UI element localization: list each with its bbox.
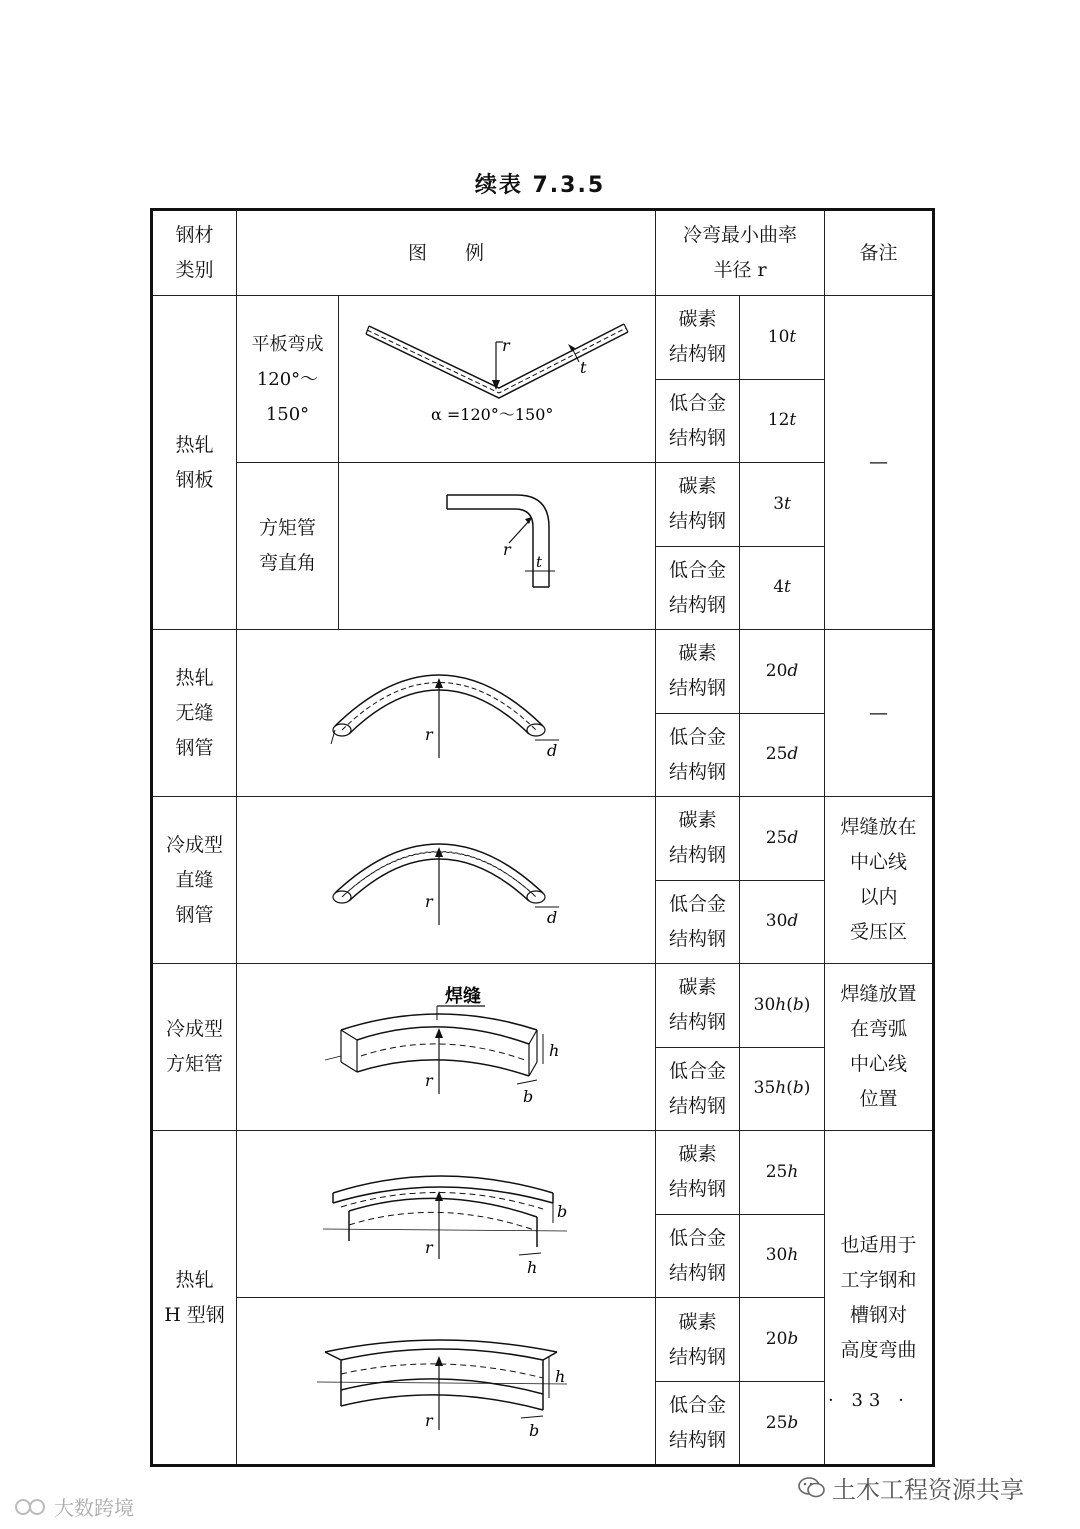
radius-paren: (	[786, 994, 793, 1015]
note-line: 工字钢和	[840, 1268, 917, 1291]
radius-var: b	[792, 1078, 804, 1099]
radius-coef: 25	[765, 1412, 788, 1433]
material-line: 低合金	[669, 1226, 727, 1249]
header-figure: 图 例	[237, 210, 656, 296]
radius-value	[740, 964, 825, 1048]
right-angle-bend-diagram	[339, 463, 655, 617]
material-line: 碳素	[678, 809, 717, 832]
angle-label: α =120°～150°	[431, 405, 554, 424]
flat-plate-bend-diagram	[339, 296, 655, 450]
height-label: h	[527, 1258, 538, 1277]
bending-radius-table	[150, 208, 935, 1467]
material-low-alloy	[656, 713, 740, 797]
radius-label: r	[425, 1411, 433, 1430]
material-line: 结构钢	[669, 426, 727, 449]
material-line: 碳素	[678, 475, 717, 498]
figure-h-beam-weak	[237, 1298, 656, 1466]
sublabel-line: 平板弯成	[251, 333, 324, 355]
radius-var: d	[787, 911, 799, 932]
radius-var: b	[787, 1412, 799, 1433]
figure-seamless-pipe	[237, 630, 656, 797]
note-h-beam	[825, 1131, 934, 1466]
category-line: 冷成型	[165, 1018, 223, 1040]
category-line: 热轧	[175, 1268, 214, 1291]
note-line: 焊缝放在	[840, 816, 917, 838]
material-line: 碳素	[678, 642, 717, 665]
radius-coef: 30	[753, 994, 776, 1015]
radius-var: t	[789, 326, 797, 347]
sublabel-flat-bend	[237, 296, 339, 463]
radius-label: r	[503, 540, 511, 559]
radius-label: r	[425, 725, 433, 744]
material-carbon	[656, 463, 740, 547]
table-row	[152, 1131, 934, 1215]
note-line: 在弯弧	[850, 1018, 908, 1040]
radius-coef: 25	[765, 827, 788, 848]
welded-pipe-diagram	[237, 797, 655, 951]
category-line: 钢板	[175, 468, 214, 491]
header-category-line2: 类别	[175, 259, 214, 281]
note-seamless-pipe: —	[825, 630, 934, 797]
material-line: 碳素	[678, 1143, 717, 1166]
header-row	[152, 210, 934, 296]
table-row	[152, 463, 934, 547]
material-line: 低合金	[669, 1059, 727, 1082]
category-line: 直缝	[175, 868, 214, 891]
category-line: 钢管	[175, 736, 214, 759]
seamless-pipe-diagram	[237, 630, 655, 784]
radius-value	[740, 463, 825, 547]
radius-var: t	[784, 493, 791, 514]
watermark-right	[798, 1470, 1024, 1506]
radius-coef: 4	[773, 577, 785, 598]
radius-value	[740, 1298, 825, 1382]
material-line: 低合金	[669, 1394, 727, 1416]
brand-logo-icon	[14, 1496, 48, 1523]
material-line: 结构钢	[669, 1011, 727, 1034]
material-line: 结构钢	[669, 593, 727, 616]
material-line: 结构钢	[669, 1261, 727, 1284]
table-title: 续表 7.3.5	[474, 173, 606, 198]
radius-paren: )	[803, 994, 811, 1015]
material-carbon	[656, 797, 740, 881]
category-line: 热轧	[175, 666, 214, 689]
diameter-label: d	[547, 908, 558, 927]
radius-value	[740, 713, 825, 797]
radius-coef: 20	[765, 1329, 788, 1349]
figure-right-angle-bend	[339, 463, 656, 630]
height-label: h	[549, 1041, 560, 1060]
figure-flat-plate-bend	[339, 296, 656, 463]
material-line: 碳素	[678, 1310, 717, 1333]
sublabel-line: 弯直角	[258, 552, 316, 574]
category-seamless-pipe	[152, 630, 237, 797]
material-line: 碳素	[678, 976, 717, 999]
radius-coef: 3	[773, 493, 785, 514]
sublabel-square-tube-bend	[237, 463, 339, 630]
material-line: 结构钢	[669, 1429, 727, 1451]
category-line: H 型钢	[164, 1303, 225, 1326]
width-label: b	[529, 1421, 540, 1440]
watermark-left-text: 大数跨境	[54, 1496, 134, 1520]
material-line: 结构钢	[669, 510, 727, 533]
weld-label: 焊缝	[445, 986, 481, 1007]
radius-coef: 30	[765, 911, 788, 932]
material-low-alloy	[656, 379, 740, 463]
material-line: 结构钢	[669, 927, 727, 950]
thickness-label: t	[580, 358, 587, 377]
radius-var: h	[787, 1245, 799, 1266]
material-carbon	[656, 1298, 740, 1382]
radius-value	[740, 379, 825, 463]
note-square-tube	[825, 964, 934, 1131]
material-line: 结构钢	[669, 343, 727, 366]
radius-label: r	[425, 1071, 433, 1090]
radius-var: t	[784, 577, 791, 598]
note-line: 中心线	[850, 1053, 908, 1075]
note-line: 以内	[859, 886, 898, 908]
note-line: 焊缝放置	[840, 983, 917, 1005]
note-welded-pipe	[825, 797, 934, 964]
note-line: 受压区	[850, 921, 908, 943]
material-line: 低合金	[669, 391, 727, 414]
thickness-label: t	[536, 553, 543, 571]
table-row	[152, 296, 934, 380]
sublabel-line: 方矩管	[258, 517, 316, 539]
h-beam-bend-diagram-1	[237, 1131, 655, 1285]
h-beam-bend-diagram-2	[237, 1298, 655, 1452]
material-line: 低合金	[669, 725, 727, 748]
material-line: 结构钢	[669, 677, 727, 700]
radius-coef: 20	[765, 660, 788, 681]
width-label: b	[523, 1087, 534, 1106]
watermark-right-text: 土木工程资源共享	[832, 1476, 1024, 1504]
figure-square-tube	[237, 964, 656, 1131]
material-carbon	[656, 296, 740, 380]
note-line: 中心线	[850, 851, 908, 873]
material-line: 低合金	[669, 558, 727, 581]
diameter-label: d	[547, 741, 558, 760]
note-hot-plate: —	[825, 296, 934, 630]
table-row	[152, 964, 934, 1048]
width-label: b	[557, 1202, 568, 1221]
header-radius-line2: 半径 r	[713, 259, 767, 281]
table-row	[152, 1298, 934, 1382]
category-line: 冷成型	[165, 833, 223, 856]
category-line: 热轧	[175, 433, 214, 456]
square-tube-diagram	[237, 964, 655, 1118]
table-row	[152, 630, 934, 714]
radius-coef: 10	[767, 326, 790, 347]
category-square-tube	[152, 964, 237, 1131]
material-line: 结构钢	[669, 1094, 727, 1117]
radius-value	[740, 1131, 825, 1215]
category-line: 钢管	[175, 903, 214, 926]
radius-value	[740, 797, 825, 881]
radius-paren: (	[786, 1078, 793, 1099]
material-low-alloy	[656, 546, 740, 630]
radius-value	[740, 1214, 825, 1298]
radius-var: d	[787, 827, 799, 848]
radius-var: b	[792, 994, 804, 1015]
material-line: 低合金	[669, 892, 727, 915]
figure-welded-pipe	[237, 797, 656, 964]
height-label: h	[555, 1367, 566, 1386]
header-radius-line1: 冷弯最小曲率	[683, 224, 798, 246]
header-category-line1: 钢材	[175, 224, 214, 246]
material-low-alloy	[656, 1382, 740, 1466]
table-row	[152, 797, 934, 881]
figure-h-beam-strong	[237, 1131, 656, 1298]
note-line: 位置	[859, 1088, 898, 1110]
material-carbon	[656, 1131, 740, 1215]
radius-value	[740, 1047, 825, 1131]
radius-value	[740, 546, 825, 630]
category-h-beam	[152, 1131, 237, 1466]
material-carbon	[656, 964, 740, 1048]
note-line: 高度弯曲	[840, 1338, 917, 1361]
radius-var: t	[789, 410, 797, 431]
material-line: 碳素	[678, 308, 717, 331]
radius-var: h	[787, 1161, 799, 1182]
category-welded-pipe	[152, 797, 237, 964]
radius-var: d	[787, 744, 799, 765]
material-low-alloy	[656, 880, 740, 964]
radius-label: r	[425, 1238, 433, 1257]
material-low-alloy	[656, 1047, 740, 1131]
radius-var: h	[775, 1078, 787, 1099]
material-line: 结构钢	[669, 1345, 727, 1368]
radius-var: d	[787, 660, 799, 681]
radius-coef: 30	[765, 1245, 788, 1266]
watermark-left	[14, 1492, 134, 1523]
radius-var: h	[775, 994, 787, 1015]
radius-value	[740, 1382, 825, 1466]
radius-label: r	[425, 892, 433, 911]
material-carbon	[656, 630, 740, 714]
header-notes: 备注	[825, 210, 934, 296]
material-low-alloy	[656, 1214, 740, 1298]
sublabel-line: 120°～150°	[256, 368, 319, 425]
radius-label: r	[502, 336, 510, 355]
radius-coef: 25	[765, 744, 788, 765]
radius-value	[740, 296, 825, 380]
wechat-icon	[798, 1476, 826, 1506]
category-line: 无缝	[175, 701, 214, 724]
radius-value	[740, 880, 825, 964]
material-line: 结构钢	[669, 1178, 727, 1201]
radius-paren: )	[803, 1078, 811, 1099]
radius-value	[740, 630, 825, 714]
radius-var: b	[787, 1329, 799, 1349]
radius-coef: 25	[765, 1161, 788, 1182]
note-line: 槽钢对	[850, 1303, 908, 1326]
material-line: 结构钢	[669, 844, 727, 867]
radius-coef: 35	[753, 1078, 776, 1099]
header-radius	[656, 210, 825, 296]
material-line: 结构钢	[669, 760, 727, 783]
radius-coef: 12	[767, 410, 790, 431]
note-line: 也适用于	[840, 1233, 917, 1256]
page-number: · 33 ·	[828, 1390, 910, 1411]
category-hot-plate	[152, 296, 237, 630]
category-line: 方矩管	[165, 1053, 223, 1075]
header-category	[152, 210, 237, 296]
